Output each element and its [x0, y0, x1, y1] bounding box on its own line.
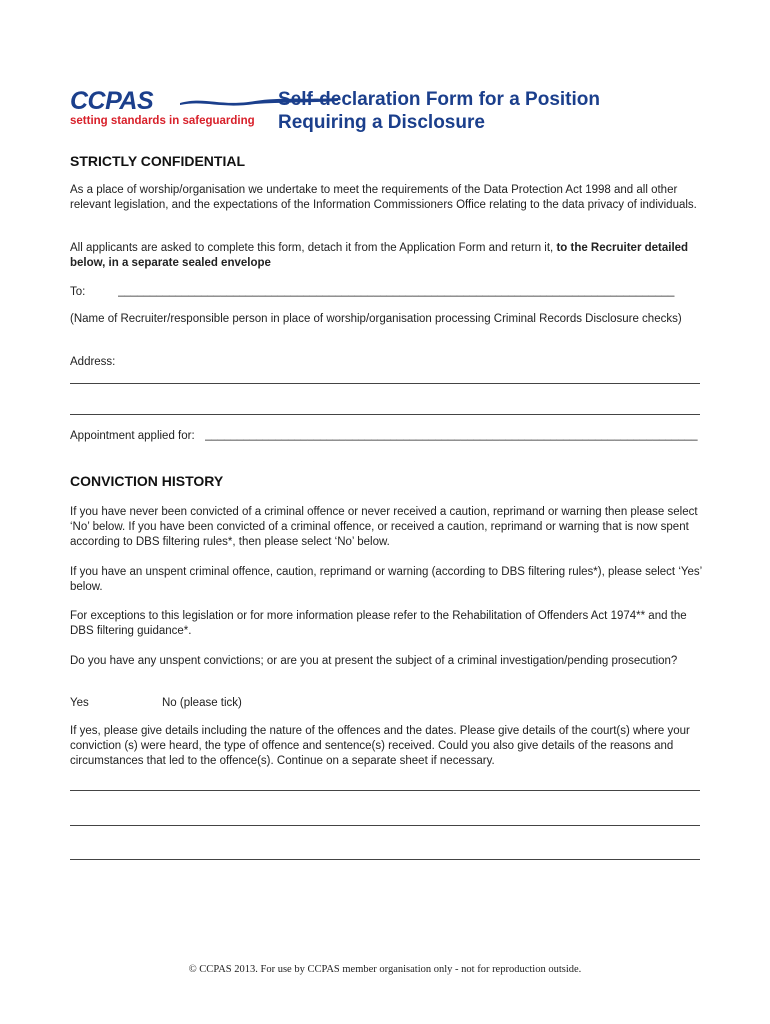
data-protection-paragraph: As a place of worship/organisation we undertake to meet the requirements of the Data Protection Act 1998 and all other relevant legislation, and the expectations of the Information Commissioners Office relating to the data privacy of individuals. [70, 184, 697, 211]
copyright-footer: © CCPAS 2013. For use by CCPAS member organisation only - not for reproduction outside. [188, 964, 582, 975]
instructions-bold-text: to the Recruiter detailed below, in a separate sealed envelope [70, 242, 689, 269]
to-note: (Name of Recruiter/responsible person in place of worship/organisation processing Criminal Records Disclosure checks) [70, 313, 682, 325]
instructions-paragraph [70, 241, 702, 271]
conviction-paragraph-2: If you have an unspent criminal offence, caution, reprimand or warning (according to DBS filtering rules*), please select ‘Yes’ below. [70, 566, 702, 593]
logo-tagline: setting standards in safeguarding [70, 115, 255, 127]
conviction-paragraph-3: For exceptions to this legislation or for more information please refer to the Rehabilitation of Offenders Act 1974** and the DBS filtering guidance*. [70, 610, 687, 637]
conviction-question: Do you have any unspent convictions; or are you at present the subject of a criminal investigation/pending prosecution? [70, 655, 678, 667]
no-option[interactable]: No (please tick) [162, 697, 242, 709]
to-field[interactable]: _______________________________________________________________________________________ [118, 285, 675, 297]
conviction-heading: CONVICTION HISTORY [70, 473, 224, 489]
instructions-text: All applicants are asked to complete this form, detach it from the Application Form and return it, [70, 242, 557, 254]
details-line-1[interactable] [70, 790, 700, 791]
title-line-2: Requiring a Disclosure [278, 112, 485, 133]
address-line-2[interactable] [70, 414, 700, 415]
confidential-heading: STRICTLY CONFIDENTIAL [70, 153, 246, 169]
to-label: To: [70, 286, 86, 298]
yes-option[interactable]: Yes [70, 697, 89, 709]
details-instructions: If yes, please give details including the nature of the offences and the dates. Please give details of the court(s) where your conviction (s) were heard, the type of offence and sentence(s) received. Could you also give details of the reasons and circumstances that led to the offence(s). Continue on a separate sheet if necessary. [70, 725, 690, 767]
conviction-paragraph-1: If you have never been convicted of a criminal offence or never received a caution, reprimand or warning then please select ‘No’ below. If you have been convicted of a criminal offence, or received a caution, reprimand or warning that is now spent according to DBS filtering rules*, then please select ‘No’ below. [70, 506, 698, 548]
details-line-2[interactable] [70, 825, 700, 826]
address-label: Address: [70, 356, 116, 368]
page-title [278, 88, 718, 134]
appointment-label: Appointment applied for: [70, 430, 195, 442]
title-line-1: Self-declaration Form for a Position [278, 89, 600, 110]
logo-name: CCPAS [70, 87, 154, 115]
address-line-1[interactable] [70, 383, 700, 384]
appointment-field[interactable]: _____________________________________________________________________________ [205, 429, 698, 441]
ccpas-logo [70, 88, 270, 130]
details-line-3[interactable] [70, 859, 700, 860]
